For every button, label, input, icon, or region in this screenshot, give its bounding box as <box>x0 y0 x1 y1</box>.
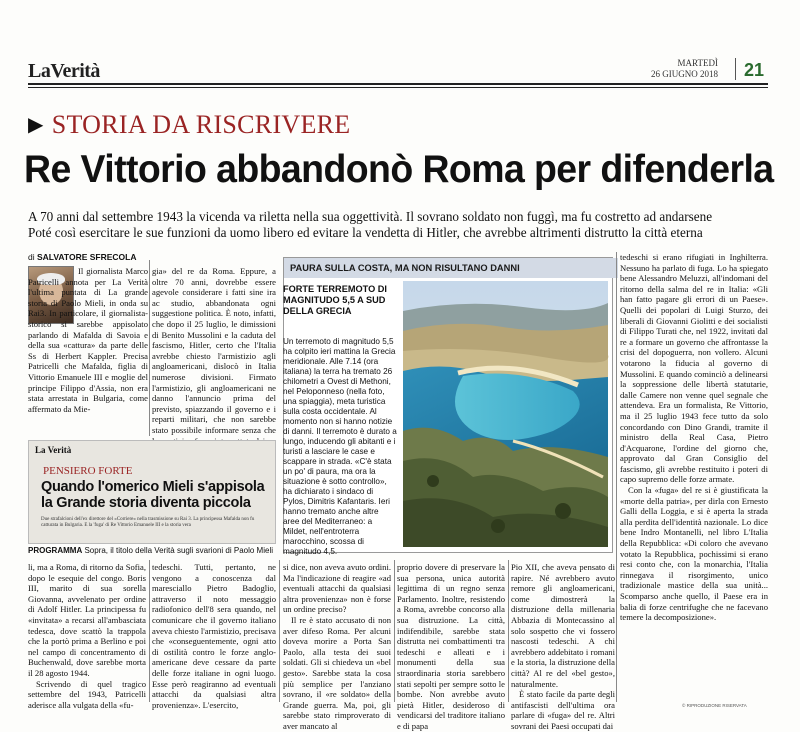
column-rule-6 <box>616 252 617 702</box>
clip-caption <box>28 546 278 556</box>
clip-logo: La Verità <box>35 445 72 455</box>
right-column-para-1: tedeschi si erano rifugiati in Inghilterra. Nessuno ha parlato di fuga. Lo ha spiegato bene Alessandro Meluzzi, all'indomani del ritorno della salma del re in Italia: «Gli han fatto pagare gli errori di un Paese». Quelli dei popolari di Luigi Sturzo, dei liberali di Giovanni Giolitti e dei socialisti di Filippo Turati che, nel 1922, invitati dal re a formare un governo che affrontasse la crisi del dopoguerra, non vollero. Alcuni votarono la fiducia al governo di Mussolini. E quando cominciò a delinearsi la soppressione delle libertà statutarie, dalle Camere non venne quel segnale che attendeva. Era un formalista, Re Vittorio, ma il 25 luglio 1943 fece tutto da solo concordando con Dino Grandi, tramite il ministro della Real Casa, Pietro d'Acquarone, l'ordine del giorno che, approvato dal Gran Consiglio del fascismo, gli avrebbe restituito i poteri di capo supremo delle forze armate. <box>620 252 768 485</box>
article-subhead <box>28 209 768 241</box>
triangle-icon: ▶ <box>28 114 44 136</box>
masthead-rule <box>28 83 768 85</box>
beach-photo <box>403 281 608 547</box>
issue-date-text: 26 GIUGNO 2018 <box>651 69 718 79</box>
greek-coast-image <box>403 281 608 547</box>
logo-verita: Verità <box>50 60 100 82</box>
bottom-column-2: tedeschi. Tutti, pertanto, ne vengono a conoscenza dal maresciallo Pietro Badoglio, attraverso il noto messaggio radiofonico dell'8 sera quando, nel comunicare che il governo italiano aveva chiesto l'armistizio, precisava che «conseguentemente, ogni atto di ostilità contro le forze anglo-americane deve cessare da parte delle forze italiane in ogni luogo. Esse però reagiranno ad eventuali attacchi da qualsiasi altra provenienza». L'esercito, <box>152 562 276 710</box>
masthead-rule-thin <box>28 87 768 88</box>
logo-la: La <box>28 60 51 82</box>
clip-kicker: PENSIERO FORTE <box>43 465 133 477</box>
column-rule-3 <box>279 560 280 702</box>
page-number: 21 <box>744 60 765 80</box>
column-1-text: Il giornalista Marco Patricelli annota per La Verità l'ultima puntata di La grande storia di Paolo Mieli, in onda su Rai3. In particolare, il giornalista-storico si sarebbe appisolato parlando di Mafalda di Savoia e della sua «cattura» da parte delle Ss di Herbert Kappler. Precisa Patricelli che Mafalda, figlia di Vittorio Emanuele III e moglie del principe Filippo d'Assia, non era stata arrestata in Bulgaria, come affermato da Mie- <box>28 266 148 414</box>
bottom-column-5 <box>511 562 615 731</box>
earthquake-box-header: PAURA SULLA COSTA, MA NON RISULTANO DANNI <box>284 258 618 278</box>
bottom-column-1-para-2: Scrivendo di quel tragico settembre del 1943, Patricelli aderisce alla vulgata della «fu- <box>28 678 146 710</box>
column-rule-1 <box>149 260 150 436</box>
earthquake-title: FORTE TERREMOTO DI MAGNITUDO 5,5 A SUD DELLA GRECIA <box>283 284 387 316</box>
article-headline: Re Vittorio abbandonò Roma per difenderla <box>24 148 774 191</box>
issue-date <box>640 58 718 80</box>
earthquake-text: Un terremoto di magnitudo 5,5 ha colpito ieri mattina la Grecia meridionale. Alle 7.14 (ora italiana) la terra ha tremato 26 chilometri a Ovest di Methoni, nel Peloponneso (nella foto, una spiaggia), meta turistica sulla costa occidentale. Al momento non si hanno notizie di danni. Il terremoto è durato a lungo, inducendo gli abitanti e i turisti a lasciare le case e scappare in strada. «C'è stata un po' di paura, ma ora la situazione è sotto controllo», ha dichiarato i sindaco di Pylos, Dimitris Kafantaris. Ieri hanno tremato anche altre aree del Mediterraneo: a Mildet, nell'entroterra marocchino, scossa di magnitudo 4,5. <box>283 337 397 556</box>
right-column-para-2: Con la «fuga» del re si è giustificata la «morte della patria», per dirla con Ernesto Galli della Loggia, e si è aperta la strada alla perdita dell'identità nazionale. Lo dice bene Indro Montanelli, nel libro L'Italia della Repubblica: «Di coloro che avevano votato la Repubblica, pochissimi si erano resi conto che, con la monarchia, l'Italia rinnegava il risorgimento, unico tradizionale mastice della sua unità... Scomparso anche quello, il Paese era in balia di forze centrifughe che ne facevano temere la decomposizione». <box>620 485 768 623</box>
masthead-divider <box>735 58 736 80</box>
byline-prefix: di <box>28 252 35 262</box>
article-kicker <box>28 110 350 140</box>
bottom-column-3 <box>283 562 391 731</box>
bottom-column-4: proprio dovere di preservare la sua persona, unica autorità legittima di un regno senza Parlamento. Inoltre, resistendo a Roma, avrebbe concorso alla sua distruzione. La città, indifendibile, sarebbe stata distrutta nei combattimenti tra tedeschi e alleati e i monumenti della sua straordinaria storia sarebbero stati sepolti per sempre sotto le bombe. Non avrebbe avuto pietà Hitler, desideroso di vendicarsi del traditore italiano e di papa <box>397 562 505 731</box>
subhead-line-1: A 70 anni dal settembre 1943 la vicenda va riletta nella sua oggettività. Il sovrano soldato non fuggì, ma fu costretto ad andarsene <box>28 209 713 224</box>
bottom-column-3-para-1: si dice, non aveva avuto ordini. Ma l'indicazione di reagire «ad eventuali attacchi da qualsiasi altra provenienza» non è forse un ordine preciso? <box>283 562 391 615</box>
bottom-column-1-para-1: li, ma a Roma, di ritorno da Sofia, dopo le esequie del congo. Boris III, marito di sua sorella Giovanna, avvelenato per ordine di Adolf Hitler. La principessa fu «invitata» a recarsi all'ambasciata tedesca, dove scattò la trappola che la portò prima a Berlino e poi nel campo di concentramento di Buchenwald, dove sarebbe morta il 28 agosto 1944. <box>28 562 146 678</box>
copyright-credit: © RIPRODUZIONE RISERVATA <box>682 703 747 708</box>
column-rule-5 <box>508 560 509 702</box>
bottom-column-1 <box>28 562 146 710</box>
newspaper-clipping <box>28 440 276 544</box>
kicker-text: STORIA DA RISCRIVERE <box>51 110 351 139</box>
clip-headline: Quando l'omerico Mieli s'appisola la Grande storia diventa piccola <box>41 479 265 511</box>
issue-day: MARTEDÌ <box>677 58 718 68</box>
bottom-column-5-para-1: Pio XII, che aveva pensato di rapire. Né avrebbero avuto remore gli angloamericani, come dimostrerà la distruzione della millenaria Abbazia di Montecassino al solo sospetto che vi fossero nascosti tedeschi. A chi avrebbero addebitato i romani e la storia, la distruzione della città? Al re del «bel gesto», naturalmente. <box>511 562 615 689</box>
subhead-line-2: Poté così esercitare le sue funzioni da uomo libero ed evitare la vendetta di Hitler, che avrebbe altrimenti distrutto la città eterna <box>28 225 703 240</box>
right-column-text <box>620 252 768 702</box>
column-2-text: gia» del re da Roma. Eppure, a oltre 70 anni, dovrebbe essere agevole considerare i fatti sine ira ac studio, abbandonata ogni suggestione politica. È noto, infatti, che dopo il 25 luglio, le dimissioni di Benito Mussolini e la caduta del fascismo, Hitler, certo che l'Italia avrebbe chiesto l'armistizio agli angloamericani, dislocò in Italia numerose divisioni. Firmato l'armistizio, gli angloamericani ne danno l'annuncio prima del previsto, spiazzando il governo e i reparti militari, che non sarebbe stato possibile informare senza che <box>152 266 276 435</box>
clip-subhead: Due strafalcioni dell'ex direttore del «Corriere» nella trasmissione su Rai 3. La principessa Mafalda non fu catturata in Bulgaria. E la 'fuga' di Re Vittorio Emanuele III e la storia vera <box>41 517 255 528</box>
byline <box>28 252 137 262</box>
bottom-column-5-para-2: È stato facile da parte degli antifascisti dell'ultima ora parlare di «fuga» del re. Altri sovrani dei Paesi occupati dai <box>511 689 615 731</box>
column-rule-4 <box>394 560 395 702</box>
caption-text: Sopra, il titolo della Verità sugli svarioni di Paolo Mieli <box>84 546 273 555</box>
caption-label: PROGRAMMA <box>28 546 83 555</box>
column-rule-2 <box>149 560 150 702</box>
byline-author: SALVATORE SFRECOLA <box>37 252 137 262</box>
bottom-column-3-para-2: Il re è stato accusato di non aver difeso Roma. Per alcuni doveva morire a Porta San Paolo, alla testa dei suoi soldati. Gli si chiedeva un «bel gesto». Sarebbe stata la cosa più semplice per l'anziano sovrano, il «re soldato» della Grande guerra. Ma, poi, gli sarebbe stato rimproverato di aver mancato al <box>283 614 391 731</box>
newspaper-logo <box>28 60 100 83</box>
